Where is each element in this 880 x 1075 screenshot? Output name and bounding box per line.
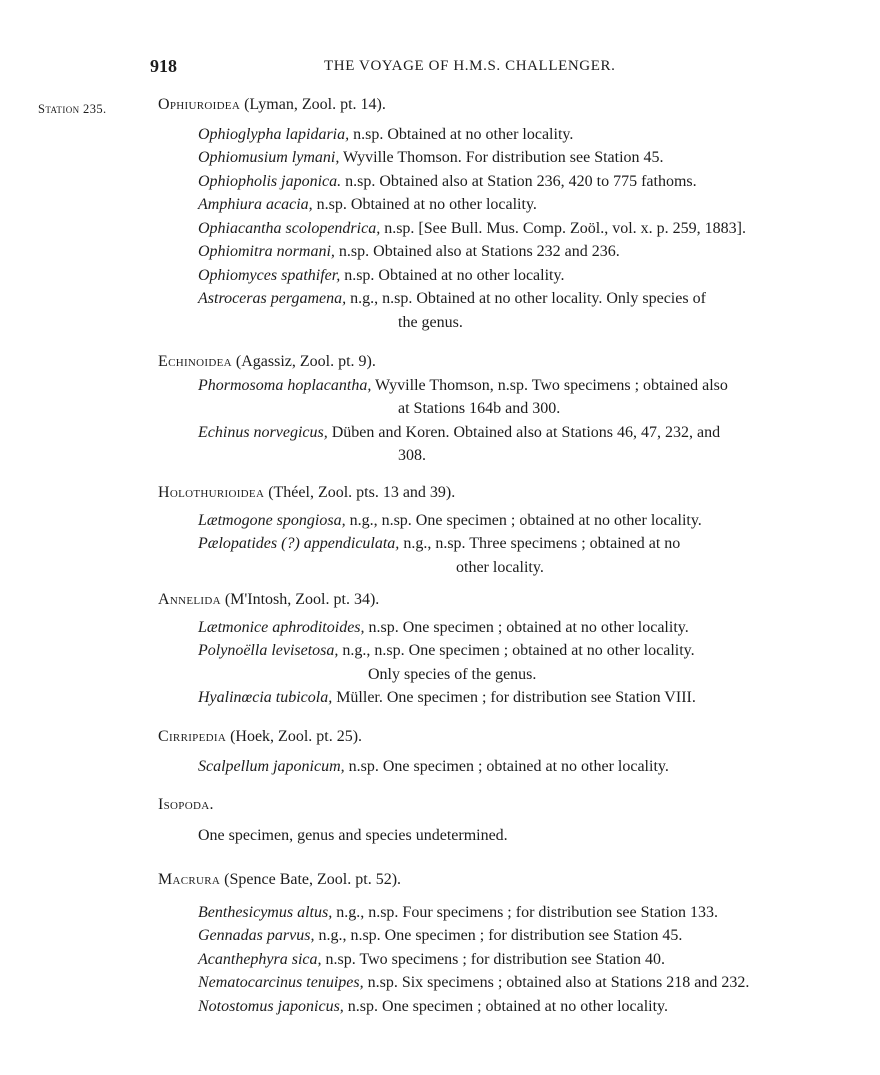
group-macrura — [158, 868, 749, 1018]
species-entry — [198, 509, 702, 533]
species-entry — [198, 123, 746, 147]
species-note: n.sp. [See Bull. Mus. Comp. Zoöl., vol. x. p. 259, 1883]. — [380, 219, 746, 237]
species-note-continued: the genus. — [398, 313, 463, 331]
species-note: Wyville Thomson, n.sp. Two specimens ; obtained also — [371, 376, 728, 394]
species-name: Acanthephyra sica, — [198, 950, 322, 968]
species-entry — [198, 532, 702, 556]
group-heading — [158, 481, 702, 505]
group-name: Annelida — [158, 591, 221, 608]
species-entry — [198, 924, 749, 948]
species-entry — [198, 755, 669, 779]
species-note: n.sp. One specimen ; obtained at no other locality. — [364, 618, 689, 636]
group-ref: (Hoek, Zool. pt. 25). — [226, 728, 363, 745]
group-echinoidea — [158, 350, 728, 468]
species-name: Ophiomusium lymani, — [198, 149, 340, 166]
group-ref: (Spence Bate, Zool. pt. 52). — [220, 871, 402, 888]
species-name: Hyalinœcia tubicola, — [198, 689, 333, 706]
species-name: Phormosoma hoplacantha, — [198, 376, 372, 394]
species-note: n.sp. Six specimens ; obtained also at Stations 218 and 232. — [363, 974, 750, 991]
species-name: Scalpellum japonicum, — [198, 757, 345, 775]
group-ref: (Agassiz, Zool. pt. 9). — [231, 353, 376, 370]
group-ophiuroidea — [158, 93, 746, 334]
species-entry — [198, 995, 749, 1019]
group-note: One specimen, genus and species undetermined. — [198, 826, 508, 844]
species-note: n.g., n.sp. One specimen ; obtained at no other locality. — [345, 511, 702, 529]
group-name: Cirripedia — [158, 728, 227, 745]
group-heading — [158, 588, 696, 612]
species-entry — [198, 374, 728, 398]
species-entry — [198, 421, 728, 445]
species-name: Pælopatides (?) appendiculata, — [198, 535, 400, 552]
species-name: Nematocarcinus tenuipes, — [198, 974, 364, 991]
species-note-continued: other locality. — [456, 558, 544, 576]
page-number: 918 — [150, 56, 177, 76]
species-entry — [198, 264, 746, 288]
species-entry — [198, 240, 746, 264]
group-heading — [158, 350, 728, 374]
species-note: n.sp. Obtained also at Stations 232 and 236. — [334, 243, 620, 260]
group-annelida — [158, 588, 696, 710]
species-entry — [198, 616, 696, 640]
species-name: Ophioglypha lapidaria, — [198, 125, 350, 143]
species-note: Müller. One specimen ; for distribution see Station VIII. — [332, 689, 696, 706]
species-note: n.sp. One specimen ; obtained at no other locality. — [343, 997, 669, 1015]
group-ref: (Lyman, Zool. pt. 14). — [240, 96, 386, 113]
species-name: Ophiopholis japonica. — [198, 172, 342, 190]
species-note: n.g., n.sp. Three specimens ; obtained at no — [399, 535, 681, 552]
group-heading — [158, 793, 508, 817]
group-ref: (Théel, Zool. pts. 13 and 39). — [264, 484, 456, 501]
station-label: Station 235. — [38, 102, 107, 116]
species-note: n.sp. Two specimens ; for distribution see Station 40. — [321, 950, 665, 968]
species-name: Lætmogone spongiosa, — [198, 511, 346, 529]
group-name: Macrura — [158, 871, 221, 888]
species-name: Benthesicymus altus, — [198, 903, 333, 921]
group-cirripedia — [158, 725, 669, 778]
group-name: Holothurioidea — [158, 484, 265, 501]
species-note: n.sp. Obtained at no other locality. — [312, 196, 537, 213]
species-note: n.g., n.sp. Obtained at no other locality. Only species of — [346, 290, 706, 307]
species-entry — [198, 686, 696, 710]
species-name: Gennadas parvus, — [198, 927, 315, 944]
species-note: n.g., n.sp. Four specimens ; for distribution see Station 133. — [332, 903, 718, 921]
species-name: Polynoëlla levisetosa, — [198, 642, 339, 659]
species-note: n.sp. Obtained at no other locality. — [349, 125, 574, 143]
species-entry — [198, 146, 746, 170]
species-name: Notostomus japonicus, — [198, 997, 344, 1015]
species-note: n.sp. Obtained also at Station 236, 420 to 775 fathoms. — [341, 172, 697, 190]
group-isopoda — [158, 793, 508, 847]
species-entry — [198, 948, 749, 972]
species-note-continued: at Stations 164b and 300. — [398, 400, 561, 417]
species-name: Amphiura acacia, — [198, 196, 313, 213]
group-name: Echinoidea — [158, 353, 232, 370]
species-entry — [198, 901, 749, 925]
species-note: n.g., n.sp. One specimen ; obtained at no other locality. — [338, 642, 695, 659]
species-name: Astroceras pergamena, — [198, 290, 347, 307]
species-entry — [198, 217, 746, 241]
group-name: Ophiuroidea — [158, 96, 241, 113]
species-note: n.g., n.sp. One specimen ; for distribution see Station 45. — [314, 927, 683, 944]
species-note: Wyville Thomson. For distribution see Station 45. — [339, 149, 664, 166]
group-heading — [158, 93, 746, 117]
species-entry — [198, 971, 749, 995]
species-name: Echinus norvegicus, — [198, 423, 328, 441]
group-ref: (M'Intosh, Zool. pt. 34). — [220, 591, 380, 608]
species-name: Ophiomitra normani, — [198, 243, 335, 260]
species-name: Ophiacantha scolopendrica, — [198, 219, 381, 237]
species-note-continued: 308. — [398, 447, 426, 464]
group-name: Isopoda. — [158, 796, 214, 813]
species-entry — [198, 287, 746, 311]
group-heading — [158, 868, 749, 892]
species-entry — [198, 170, 746, 194]
species-note: n.sp. Obtained at no other locality. — [340, 266, 565, 284]
species-entry — [198, 193, 746, 217]
running-title: THE VOYAGE OF H.M.S. CHALLENGER. — [324, 58, 616, 74]
group-heading — [158, 725, 669, 749]
species-note-continued: Only species of the genus. — [368, 665, 537, 683]
species-note: n.sp. One specimen ; obtained at no other locality. — [344, 757, 669, 775]
species-name: Ophiomyces spathifer, — [198, 266, 341, 284]
species-entry — [198, 639, 696, 663]
species-note: Düben and Koren. Obtained also at Stations 46, 47, 232, and — [327, 423, 721, 441]
species-name: Lætmonice aphroditoides, — [198, 618, 365, 636]
group-holothurioidea — [158, 481, 702, 579]
